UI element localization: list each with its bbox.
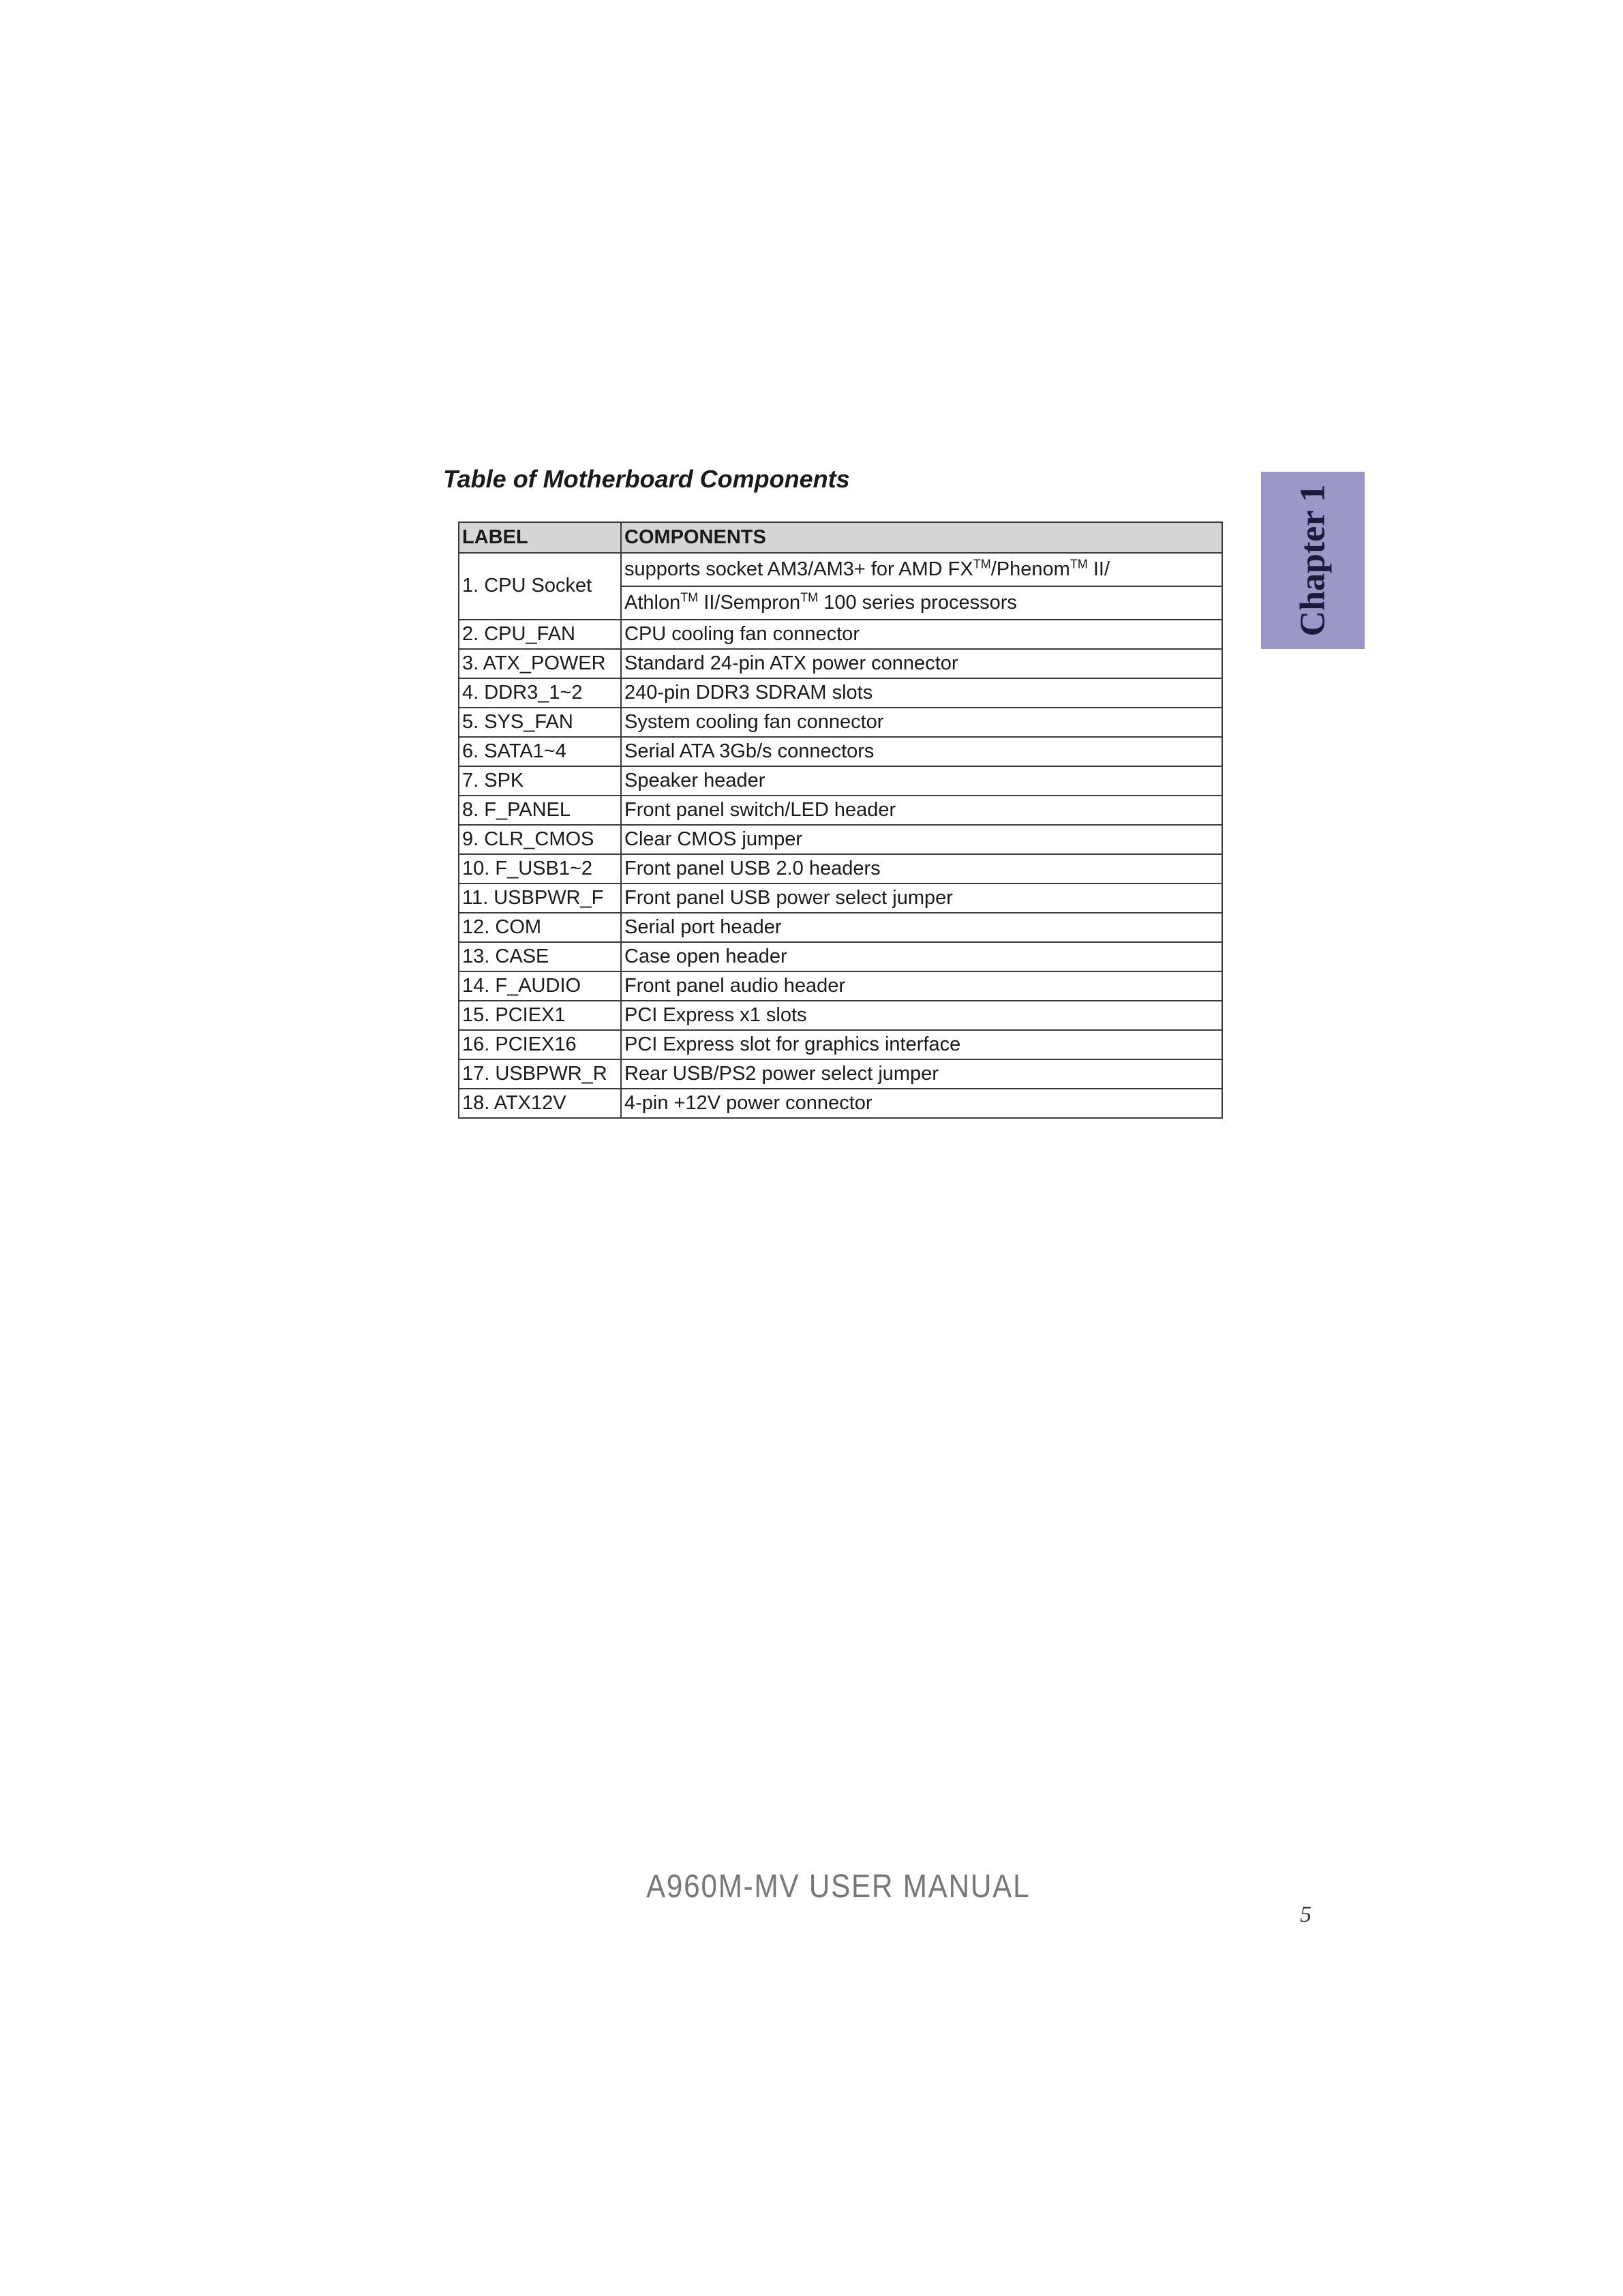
row-label: 7. SPK (459, 766, 621, 796)
table-row (459, 553, 1222, 586)
row-label: 10. F_USB1~2 (459, 854, 621, 883)
table-row (459, 1059, 1222, 1089)
row-label: 12. COM (459, 913, 621, 942)
table-row (459, 1001, 1222, 1030)
label-column-header: LABEL (459, 522, 621, 553)
row-label: 8. F_PANEL (459, 796, 621, 825)
trademark-mark: TM (680, 590, 699, 604)
row-component: Standard 24-pin ATX power connector (621, 649, 1222, 678)
row-component: PCI Express x1 slots (621, 1001, 1222, 1030)
table-row (459, 649, 1222, 678)
component-text: Athlon (624, 591, 681, 614)
row-component: Clear CMOS jumper (621, 825, 1222, 854)
table-row (459, 825, 1222, 854)
row-component-line-2 (621, 586, 1222, 620)
row-label: 5. SYS_FAN (459, 708, 621, 737)
component-text: /Phenom (990, 558, 1070, 580)
components-column-header: COMPONENTS (621, 522, 1222, 553)
row-component: Front panel switch/LED header (621, 796, 1222, 825)
row-component: PCI Express slot for graphics interface (621, 1030, 1222, 1059)
row-component: Front panel audio header (621, 971, 1222, 1001)
row-component: Speaker header (621, 766, 1222, 796)
trademark-mark: TM (1070, 556, 1088, 571)
table-row (459, 1030, 1222, 1059)
chapter-tab (1261, 472, 1365, 649)
row-component: Front panel USB 2.0 headers (621, 854, 1222, 883)
chapter-label: Chapter 1 (1293, 484, 1333, 637)
component-text: 100 series processors (818, 591, 1017, 614)
row-label: 17. USBPWR_R (459, 1059, 621, 1089)
row-label: 6. SATA1~4 (459, 737, 621, 766)
row-label: 15. PCIEX1 (459, 1001, 621, 1030)
manual-title: A960M-MV USER MANUAL (646, 1869, 1031, 1905)
trademark-mark: TM (973, 556, 991, 571)
row-component: Serial ATA 3Gb/s connectors (621, 737, 1222, 766)
row-label: 18. ATX12V (459, 1089, 621, 1118)
row-label: 16. PCIEX16 (459, 1030, 621, 1059)
table-row (459, 971, 1222, 1001)
row-component: System cooling fan connector (621, 708, 1222, 737)
component-text: II/ (1087, 558, 1110, 580)
table-row (459, 913, 1222, 942)
component-text: supports socket AM3/AM3+ for AMD FX (624, 558, 973, 580)
row-component: 240-pin DDR3 SDRAM slots (621, 678, 1222, 708)
table-row (459, 737, 1222, 766)
row-component-line-1 (621, 553, 1222, 586)
table-row (459, 766, 1222, 796)
table-row (459, 678, 1222, 708)
trademark-mark: TM (800, 590, 819, 604)
component-text: II/Sempron (698, 591, 801, 614)
table-header-row (459, 522, 1222, 553)
row-component: Rear USB/PS2 power select jumper (621, 1059, 1222, 1089)
table-row (459, 1089, 1222, 1118)
section-title: Table of Motherboard Components (443, 465, 850, 493)
row-component: Case open header (621, 942, 1222, 971)
row-label: 2. CPU_FAN (459, 620, 621, 649)
page-number: 5 (1300, 1902, 1311, 1927)
table-row (459, 883, 1222, 913)
table-row (459, 620, 1222, 649)
row-label: 14. F_AUDIO (459, 971, 621, 1001)
row-label: 1. CPU Socket (459, 553, 621, 620)
table-row (459, 942, 1222, 971)
row-label: 3. ATX_POWER (459, 649, 621, 678)
row-label: 11. USBPWR_F (459, 883, 621, 913)
row-label: 13. CASE (459, 942, 621, 971)
table-row (459, 708, 1222, 737)
row-component: Front panel USB power select jumper (621, 883, 1222, 913)
table-row (459, 854, 1222, 883)
row-label: 9. CLR_CMOS (459, 825, 621, 854)
row-component: CPU cooling fan connector (621, 620, 1222, 649)
row-component: 4-pin +12V power connector (621, 1089, 1222, 1118)
row-component: Serial port header (621, 913, 1222, 942)
table-row (459, 796, 1222, 825)
components-table (458, 522, 1223, 1119)
row-label: 4. DDR3_1~2 (459, 678, 621, 708)
